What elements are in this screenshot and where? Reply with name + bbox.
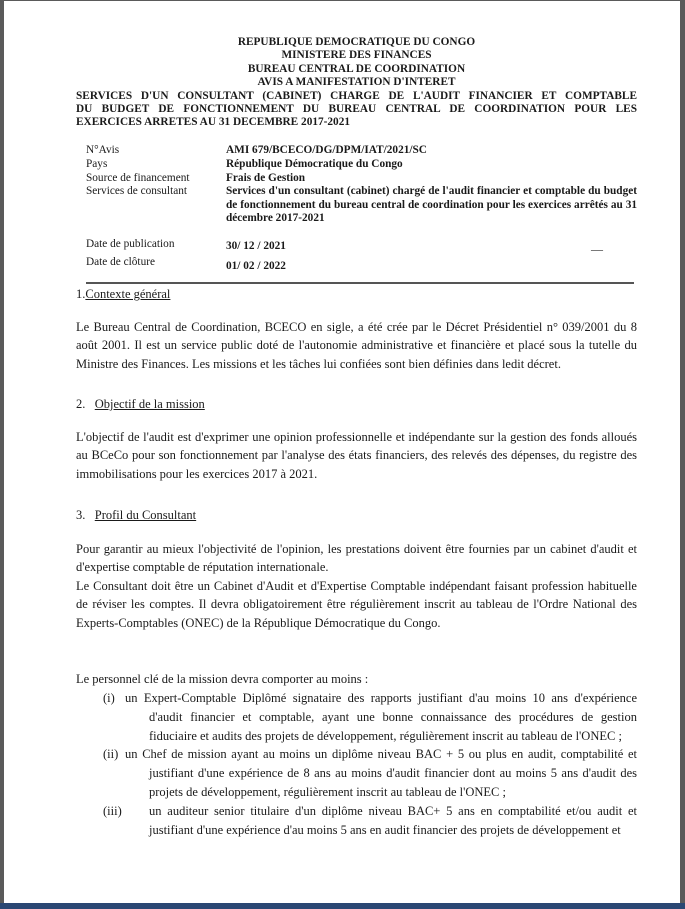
item-number: (iii) bbox=[103, 803, 122, 818]
subject-line: SERVICES D'UN CONSULTANT (CABINET) CHARGE DE L'AUDIT FINANCIER ET COMPTABLE bbox=[76, 89, 637, 102]
header-line: REPUBLIQUE DEMOCRATIQUE DU CONGO bbox=[237, 36, 476, 48]
section-title: Objectif de la mission bbox=[94, 397, 205, 411]
header-line: AVIS A MANIFESTATION D'INTERET bbox=[257, 76, 456, 89]
pays-value: République Démocratique du Congo bbox=[226, 158, 403, 170]
cloture-label: Date de clôture bbox=[86, 256, 156, 268]
section-1-heading bbox=[76, 286, 637, 302]
section-2-text: L'objectif de l'audit est d'exprimer une opinion professionnelle et indépendante sur la gestion des fonds alloués au BCeCo pour son fonctionnement par l'analyse des états financiers, des relevés des dépenses, du registre des immobilisations pour les exercices 2017 à 2021. bbox=[76, 430, 637, 481]
services-value: Services d'un consultant (cabinet) chargé de l'audit financier et comptable du budget de fonctionnement du bureau central de coordination pour les exercices arrêtés au 31 décembre 2017-2021 bbox=[226, 185, 637, 225]
publication-value: 30/ 12 / 2021 bbox=[226, 240, 286, 252]
item-text: un Expert-Comptable Diplômé signataire des rapports justifiant d'au moins 10 ans d'expérience d'audit financier et comptable, ayant une bonne connaissance des procédures de gestion fiduciaire et audits des projets de développement, régulièrement inscrit au tableau de l'ONEC ; bbox=[125, 691, 637, 743]
section-title: Contexte général bbox=[85, 287, 171, 301]
list-item bbox=[76, 689, 637, 745]
avis-value: AMI 679/BCECO/DG/DPM/IAT/2021/SC bbox=[226, 144, 427, 156]
services-label: Services de consultant bbox=[86, 185, 188, 197]
subject-line: EXERCICES ARRETES AU 31 DECEMBRE 2017-2021 bbox=[76, 116, 350, 129]
source-label: Source de financement bbox=[86, 172, 190, 184]
item-number: (i) bbox=[103, 691, 115, 705]
cloture-value: 01/ 02 / 2022 bbox=[226, 260, 286, 272]
list-item bbox=[76, 745, 637, 801]
section-2-heading bbox=[76, 396, 637, 412]
section-1-text: Le Bureau Central de Coordination, BCECO en sigle, a été crée par le Décret Présidentiel n° 039/2001 du 8 août 2001. Il est un service public doté de l'autonomie administrative et financière et placé sous la tutelle du Ministre des Finances. Les missions et les tâches lui confiées sont bien définies dans ledit décret. bbox=[76, 320, 637, 371]
section-title: Profil du Consultant bbox=[94, 508, 197, 522]
bottom-bar bbox=[0, 903, 685, 909]
section-3-text-2: Le Consultant doit être un Cabinet d'Audit et d'Expertise Comptable indépendant faisant profession habituelle de réviser les comptes. Il devra obligatoirement être régulièrement inscrit au tableau de l'Ordre National des Experts-Comptables (ONEC) de la République Démocratique du Congo. bbox=[76, 579, 637, 630]
list-intro: Le personnel clé de la mission devra comporter au moins : bbox=[76, 672, 369, 686]
pays-label: Pays bbox=[86, 158, 108, 170]
header-line: MINISTERE DES FINANCES bbox=[281, 49, 432, 62]
personnel-list bbox=[76, 689, 637, 839]
section-number: 2. bbox=[76, 397, 86, 411]
divider bbox=[86, 282, 634, 284]
avis-label: N°Avis bbox=[86, 144, 120, 156]
item-text: un Chef de mission ayant au moins un diplôme niveau BAC + 5 ou plus en audit, comptabilité et justifiant d'une expérience de 8 ans au moins d'audit financier dont au moins 5 ans d'audit des projets de développement, régulièrement inscrit au tableau de l'ONEC ; bbox=[125, 747, 637, 799]
subject-line: DU BUDGET DE FONCTIONNEMENT DU BUREAU CENTRAL DE COORDINATION POUR LES bbox=[76, 103, 637, 116]
publication-label: Date de publication bbox=[86, 238, 175, 250]
section-3-heading bbox=[76, 507, 637, 523]
section-number: 3. bbox=[76, 508, 86, 522]
source-value: Frais de Gestion bbox=[226, 172, 306, 184]
list-item bbox=[76, 802, 637, 840]
header-line: BUREAU CENTRAL DE COORDINATION bbox=[247, 62, 466, 75]
item-number: (ii) bbox=[103, 747, 119, 762]
document-header bbox=[76, 36, 637, 130]
section-number: 1. bbox=[76, 287, 86, 301]
dash-mark: — bbox=[591, 242, 603, 256]
section-3-text: Pour garantir au mieux l'objectivité de l'opinion, les prestations doivent être fournies par un cabinet d'audit et d'expertise comptable de réputation internationale. bbox=[76, 542, 637, 575]
item-text: un auditeur senior titulaire d'un diplôme niveau BAC+ 5 ans en comptabilité et/ou audit et justifiant d'une expérience d'au moins 5 ans en audit financier des projets de développement et bbox=[149, 803, 637, 837]
